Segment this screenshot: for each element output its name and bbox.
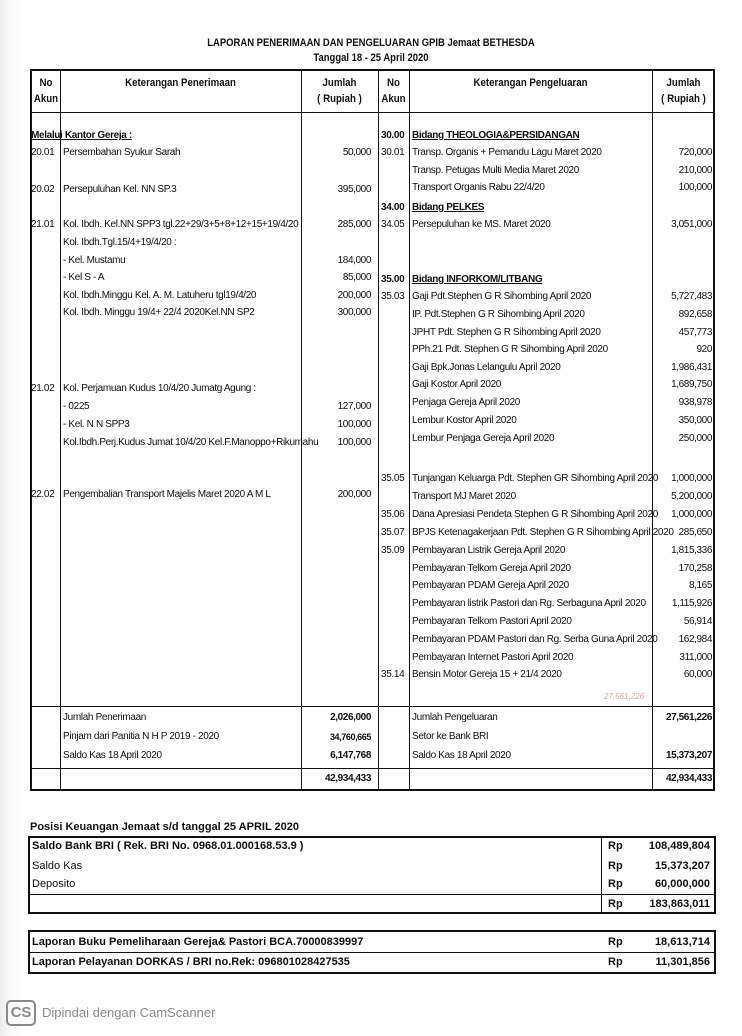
account-number: 35.00 <box>381 274 405 285</box>
expense-description: Bensin Motor Gereja 15 + 21/4 2020 <box>412 669 562 680</box>
account-number: 20.01 <box>31 147 55 158</box>
expense-description: BPJS Ketenagakerjaan Pdt. Stephen G R Sihombing April 2020 <box>412 527 674 538</box>
expense-description: Gaji Pdt.Stephen G R Sihombing April 2020 <box>412 291 592 302</box>
expense-description: Lembur Penjaga Gereja April 2020 <box>412 433 555 444</box>
account-number: 35.03 <box>381 291 405 302</box>
expense-amount: 457,773 <box>678 327 712 338</box>
receipt-description: Persembahan Syukur Sarah <box>63 147 181 158</box>
expense-description: JPHT Pdt. Stephen G R Sihombing April 2020 <box>412 327 601 338</box>
receipt-amount: 285,000 <box>337 219 371 230</box>
expense-description: Transport Organis Rabu 22/4/20 <box>412 182 545 193</box>
account-number: 35.14 <box>381 669 405 680</box>
summary-amount: 34,760,665 <box>329 732 371 742</box>
receipt-description: - 0225 <box>63 401 90 412</box>
report-label: Laporan Buku Pemeliharaan Gereja& Pastori BCA.70000839997 <box>32 936 364 948</box>
expense-amount: 720,000 <box>678 147 712 158</box>
summary-amount: 2,026,000 <box>330 712 371 723</box>
posisi-keuangan-title: Posisi Keuangan Jemaat s/d tanggal 25 APRIL 2020 <box>30 821 299 833</box>
expense-description: Dana Apresiasi Pendeta Stephen G R Sihombing April 2020 <box>412 509 658 520</box>
account-number: 35.07 <box>381 527 405 538</box>
expense-description: Gaji Kostor April 2020 <box>412 379 502 390</box>
report-currency: Rp <box>608 936 623 948</box>
expense-description: Lembur Kostor April 2020 <box>412 415 517 426</box>
summary-label: Jumlah Pengeluaran <box>412 712 498 723</box>
report-date: Tanggal 18 - 25 April 2020 <box>313 52 429 64</box>
account-number: 21.01 <box>31 219 55 230</box>
expense-description: Penjaga Gereja April 2020 <box>412 397 520 408</box>
expense-description: IP. Pdt.Stephen G R Sihombing April 2020 <box>412 309 585 320</box>
camscanner-logo: CS <box>6 1000 36 1026</box>
receipt-amount: 200,000 <box>337 290 371 301</box>
expense-amount: 1,000,000 <box>671 509 712 520</box>
reports-table <box>28 930 716 974</box>
posisi-total-currency: Rp <box>608 898 623 910</box>
posisi-keuangan-table <box>28 836 716 914</box>
receipt-amount: 184,000 <box>337 255 371 266</box>
account-number: 21.02 <box>31 383 55 394</box>
header-no-akun: No Akun <box>33 77 59 105</box>
account-number: 35.05 <box>381 473 405 484</box>
col-rule <box>652 71 653 789</box>
account-number: 34.00 <box>381 202 405 213</box>
header-jumlah-left: Jumlah ( Rupiah ) <box>317 77 362 105</box>
receipt-amount: 127,000 <box>337 401 371 412</box>
expense-amount: 8,165 <box>688 580 712 591</box>
receipt-description: Persepuluhan Kel. NN SP.3 <box>63 184 177 195</box>
expense-amount: 285,650 <box>678 527 712 538</box>
summary-label: Jumlah Penerimaan <box>63 712 146 723</box>
receipt-amount: 85,000 <box>342 272 371 283</box>
receipt-amount: 300,000 <box>337 307 371 318</box>
posisi-label: Saldo Bank BRI ( Rek. BRI No. 0968.01.000168.53.9 ) <box>32 840 304 852</box>
expense-description: Bidang INFORKOM/LITBANG <box>412 274 543 285</box>
account-number: 22.02 <box>31 489 55 500</box>
report-currency: Rp <box>608 956 623 968</box>
expense-description: Gaji Bpk.Jonas Lelangulu April 2020 <box>412 362 561 373</box>
expense-amount: 56,914 <box>683 616 712 627</box>
expense-amount: 1,000,000 <box>671 473 712 484</box>
receipt-description: Kol. Ibdh.Tgl.15/4+19/4/20 : <box>63 237 177 248</box>
col-rule <box>60 71 61 789</box>
report-label: Laporan Pelayanan DORKAS / BRI no.Rek: 096801028427535 <box>32 956 350 968</box>
report-amount: 18,613,714 <box>654 936 710 948</box>
expense-amount: 60,000 <box>683 669 712 680</box>
summary-label: Saldo Kas 18 April 2020 <box>412 750 511 761</box>
summary-amount: 6,147,768 <box>330 750 371 761</box>
row-rule <box>30 894 714 895</box>
receipt-amount: 50,000 <box>342 147 371 158</box>
receipt-amount: 200,000 <box>337 489 371 500</box>
receipt-description: - Kel. Mustamu <box>63 255 126 266</box>
total-rule <box>32 768 713 769</box>
expense-amount: 1,815,336 <box>671 545 712 556</box>
receipt-description: - Kel S - A <box>63 272 105 283</box>
expense-description: Bidang PELKES <box>412 202 485 213</box>
report-title: LAPORAN PENERIMAAN DAN PENGELUARAN GPIB Jemaat BETHESDA <box>207 37 535 49</box>
expense-description: Pembayaran listrik Pastori dan Rg. Serbaguna April 2020 <box>412 598 646 609</box>
expense-description: Pembayaran Listrik Gereja April 2020 <box>412 545 566 556</box>
receipt-description: Kol. Perjamuan Kudus 10/4/20 Jumatg Agung : <box>63 383 256 394</box>
posisi-label: Saldo Kas <box>32 860 83 872</box>
summary-amount: 27,561,226 <box>665 712 712 723</box>
expense-description: Transp. Organis + Pemandu Lagu Maret 2020 <box>412 147 602 158</box>
header-no-akun-right: No Akun <box>381 77 406 105</box>
expense-description: Pembayaran Telkom Pastori April 2020 <box>412 616 572 627</box>
summary-label: Saldo Kas 18 April 2020 <box>63 750 162 761</box>
col-rule <box>378 71 379 789</box>
expense-description: Pembayaran PDAM Gereja April 2020 <box>412 580 569 591</box>
grand-total-right: 42,934,433 <box>665 773 712 784</box>
expense-amount: 250,000 <box>678 433 712 444</box>
expense-amount: 920 <box>696 344 712 355</box>
expense-amount: 170,258 <box>678 563 712 574</box>
expense-description: PPh.21 Pdt. Stephen G R Sihombing April 2020 <box>412 344 608 355</box>
header-keterangan-pengeluaran: Keterangan Pengeluaran <box>473 77 588 89</box>
account-number: 30.01 <box>381 147 405 158</box>
expense-amount: 1,689,750 <box>671 379 712 390</box>
receipt-description: Kol. Ibdh. Minggu 19/4+ 22/4 2020Kel.NN SP2 <box>63 307 255 318</box>
expense-description: Pembayaran Internet Pastori April 2020 <box>412 652 574 663</box>
account-number: 20.02 <box>31 184 55 195</box>
expense-description: Persepuluhan ke MS. Maret 2020 <box>412 219 551 230</box>
posisi-currency: Rp <box>608 840 623 852</box>
posisi-currency: Rp <box>608 878 623 890</box>
header-rule <box>32 112 713 113</box>
summary-label: Setor ke Bank BRI <box>412 731 489 742</box>
summary-label: Pinjam dari Panitia N H P 2019 - 2020 <box>63 731 219 742</box>
posisi-amount: 60,000,000 <box>654 878 710 890</box>
faint-total-mark: 27,561,226 <box>604 692 645 701</box>
col-rule <box>409 71 410 789</box>
receipt-description: - Kel. N N SPP3 <box>63 419 130 430</box>
receipt-description: Melalui Kantor Gereja : <box>31 130 132 141</box>
receipt-description: Kol. Ibdh. Kel.NN SPP3 tgl.22+29/3+5+8+12+15+19/4/20 <box>63 219 299 230</box>
grand-total-left: 42,934,433 <box>324 773 371 784</box>
receipt-amount: 100,000 <box>337 419 371 430</box>
account-number: 35.09 <box>381 545 405 556</box>
camscanner-caption: Dipindai dengan CamScanner <box>42 1005 216 1020</box>
expense-description: Transport MJ Maret 2020 <box>412 491 516 502</box>
posisi-label: Deposito <box>32 878 76 890</box>
expense-amount: 311,000 <box>679 652 712 663</box>
header-keterangan-penerimaan: Keterangan Penerimaan <box>125 77 236 89</box>
receipt-description: Pengembalian Transport Majelis Maret 2020 A M L <box>63 489 271 500</box>
posisi-amount: 15,373,207 <box>654 860 710 872</box>
expense-amount: 162,984 <box>678 634 712 645</box>
expense-description: Pembayaran Telkom Gereja April 2020 <box>412 563 571 574</box>
report-amount: 11,301,856 <box>655 956 710 968</box>
main-table <box>30 69 715 791</box>
expense-amount: 210,000 <box>678 165 712 176</box>
posisi-total-amount: 183,863,011 <box>649 898 710 910</box>
expense-description: Tunjangan Keluarga Pdt. Stephen GR Sihombing April 2020 <box>412 473 659 484</box>
account-number: 35.06 <box>381 509 405 520</box>
expense-amount: 1,115,926 <box>671 598 712 609</box>
receipt-amount: 100,000 <box>337 437 371 448</box>
expense-description: Bidang THEOLOGIA&PERSIDANGAN <box>412 130 580 141</box>
expense-amount: 5,727,483 <box>671 291 712 302</box>
expense-description: Pembayaran PDAM Pastori dan Rg. Serba Guna April 2020 <box>412 634 658 645</box>
expense-amount: 938,978 <box>678 397 712 408</box>
col-rule <box>601 838 602 912</box>
expense-amount: 892,658 <box>678 309 712 320</box>
account-number: 34.05 <box>381 219 405 230</box>
expense-description: Transp. Petugas Multi Media Maret 2020 <box>412 165 579 176</box>
header-jumlah-right: Jumlah ( Rupiah ) <box>661 77 706 105</box>
posisi-amount: 108,489,804 <box>648 840 710 852</box>
summary-rule <box>32 706 713 707</box>
expense-amount: 100,000 <box>678 182 712 193</box>
receipt-description: Kol.Ibdh.Perj.Kudus Jumat 10/4/20 Kel.F.Manoppo+Rikumahu <box>63 437 319 448</box>
expense-amount: 1,986,431 <box>671 362 712 373</box>
receipt-description: Kol. Ibdh.Minggu Kel. A. M. Latuheru tgl19/4/20 <box>63 290 257 301</box>
summary-amount: 15,373,207 <box>665 750 712 761</box>
expense-amount: 5,200,000 <box>671 491 712 502</box>
receipt-amount: 395,000 <box>337 184 371 195</box>
expense-amount: 3,051,000 <box>671 219 712 230</box>
expense-amount: 350,000 <box>678 415 712 426</box>
posisi-currency: Rp <box>608 860 623 872</box>
account-number: 30.00 <box>381 130 405 141</box>
row-rule <box>30 952 714 953</box>
